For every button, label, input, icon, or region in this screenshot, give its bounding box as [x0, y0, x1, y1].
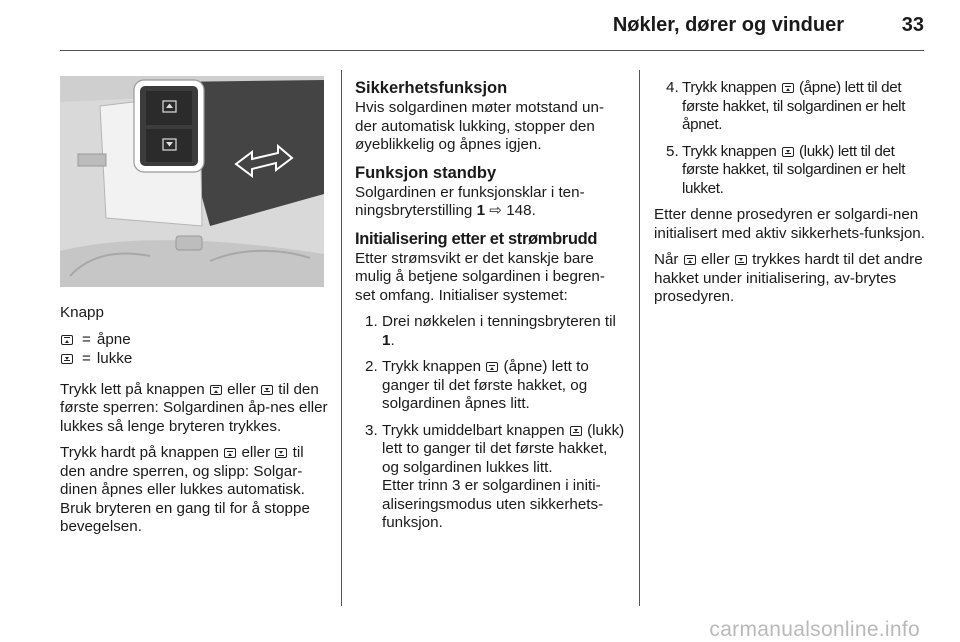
list-item: 3. Trykk umiddelbart knappen (lukk) lett to ganger til det første hakket, og solgardinen lukkes litt. Etter trinn 3 er solgardinen i initi-aliseringsmodus uten sikkerhets-funksjon.	[365, 421, 625, 531]
sunblind-open-icon	[61, 335, 73, 345]
sunblind-close-icon	[570, 426, 582, 436]
page-number: 33	[901, 14, 924, 36]
column-divider-2	[639, 70, 640, 606]
sunblind-close-icon	[782, 147, 794, 157]
heading-safety: Sikkerhetsfunksjon	[355, 79, 508, 97]
sunblind-open-icon	[684, 255, 696, 265]
legend-label-close: lukke	[96, 349, 133, 367]
heading-initialisation: Initialisering etter et strømbrudd	[355, 229, 598, 248]
text-initialisation: Etter strømsvikt er det kanskje bare mulig å betjene solgardinen i begren-set omfang. Initialiser systemet:	[355, 249, 605, 304]
sunblind-close-icon	[735, 255, 747, 265]
sunblind-open-icon	[486, 362, 498, 372]
header-title: Nøkler, dører og vinduer	[612, 14, 844, 36]
column-1	[60, 304, 328, 545]
legend-row-close: = lukke	[60, 350, 135, 369]
list-item: 1. Drei nøkkelen i tenningsbryteren til 1.	[365, 313, 616, 349]
sunblind-close-icon	[61, 354, 73, 364]
figure-caption: Knapp	[60, 304, 104, 321]
watermark: carmanualsonline.info	[709, 618, 920, 641]
heading-standby: Funksjon standby	[355, 163, 497, 182]
section-initialisation	[355, 230, 625, 533]
column-2	[355, 79, 625, 542]
section-standby	[355, 164, 625, 221]
steps-list	[355, 313, 625, 533]
legend-row-open: = åpne	[60, 331, 135, 350]
sunblind-open-icon	[224, 448, 236, 458]
list-item: 5. Trykk knappen (lukk) lett til det første hakket, til solgardinen er helt lukket.	[666, 142, 906, 197]
text-safety: Hvis solgardinen møter motstand un-der automatisk lukking, stopper den øyeblikkelig og åpnes igjen.	[355, 99, 605, 153]
column-divider-1	[341, 70, 342, 606]
paragraph-after-procedure: Etter denne prosedyren er solgardi-nen initialisert med aktiv sikkerhets-funksjon.	[654, 206, 925, 242]
list-item: 4. Trykk knappen (åpne) lett til det første hakket, til solgardinen er helt åpnet.	[666, 79, 906, 133]
legend-label-open: åpne	[96, 330, 131, 348]
page-ref-arrow-icon: ⇨	[489, 202, 502, 219]
sunblind-close-icon	[261, 385, 273, 395]
paragraph-light-press: Trykk lett på knappen eller til den første sperren: Solgardinen åp-nes eller lukkes så lenge bryteren trykkes.	[60, 380, 328, 435]
column-3	[654, 79, 929, 315]
section-safety	[355, 79, 625, 155]
sunblind-switch-illustration	[60, 76, 324, 287]
text-standby: Solgardinen er funksjonsklar i ten-ningsbryterstilling 1 ⇨ 148.	[355, 183, 585, 219]
button-legend	[60, 331, 135, 369]
paragraph-abort: Når eller trykkes hardt til det andre hakket under initialisering, av-brytes prosedyren.	[654, 251, 923, 305]
sunblind-open-icon	[782, 83, 794, 93]
header-rule	[60, 50, 924, 51]
paragraph-hard-press: Trykk hardt på knappen eller til den andre sperren, og slipp: Solgar-dinen åpnes eller lukkes automatisk. Bruk bryteren en gang til for å stoppe bevegelsen.	[60, 444, 310, 535]
steps-list-continued	[654, 79, 929, 198]
list-item: 2. Trykk knappen (åpne) lett to ganger til det første hakket, og solgardinen åpnes litt.	[365, 358, 589, 412]
step-note: Etter trinn 3 er solgardinen i initi-aliseringsmodus uten sikkerhets-funksjon.	[382, 477, 604, 531]
sunblind-open-icon	[210, 385, 222, 395]
sunblind-close-icon	[275, 448, 287, 458]
